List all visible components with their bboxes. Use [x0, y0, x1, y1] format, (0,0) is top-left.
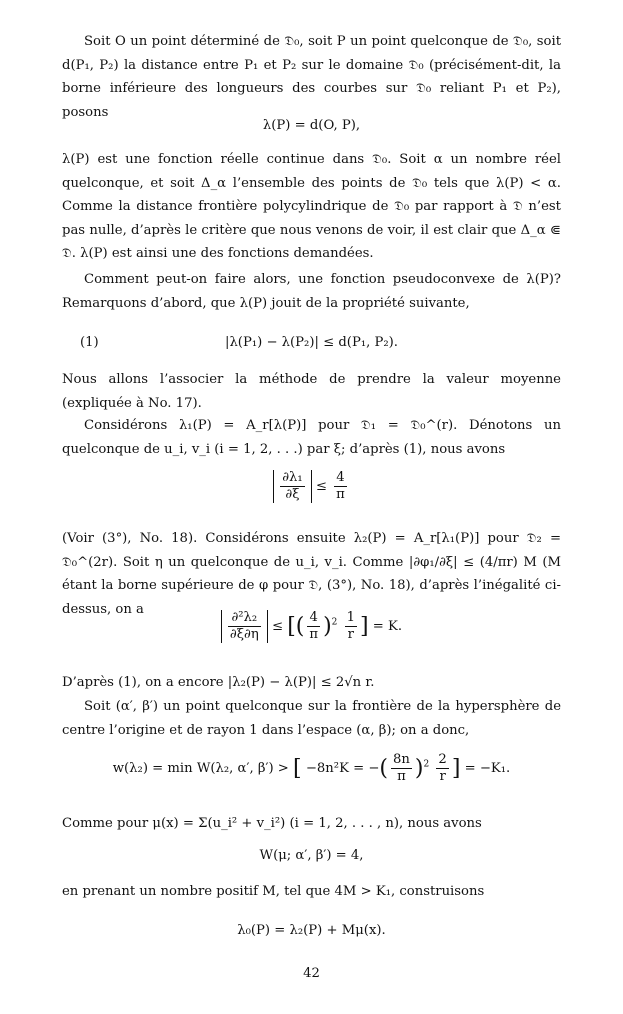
- frac-den: π: [309, 626, 319, 642]
- equation-lambda-zero: λ₀(P) = λ₂(P) + Mμ(x).: [237, 923, 386, 938]
- equation-middle: −8n²K = −: [305, 760, 380, 776]
- paragraph-9: Comme pour μ(x) = Σ(u_i² + v_i²) (i = 1, 2, . . . , n), nous avons: [62, 816, 482, 831]
- equation-lipschitz: |λ(P₁) − λ(P₂)| ≤ d(P₁, P₂).: [225, 335, 398, 350]
- relation: ≤: [315, 478, 327, 494]
- frac-den: r: [345, 626, 357, 643]
- frac-num: 8n: [393, 752, 410, 767]
- frac-num: ∂²λ₂: [231, 610, 258, 625]
- equation-number-1: (1): [80, 335, 99, 350]
- equation-w-mu: W(μ; α′, β′) = 4,: [259, 848, 364, 863]
- abs-derivative: [273, 470, 311, 503]
- frac-den: π: [391, 768, 412, 785]
- frac-num: 2: [438, 752, 447, 767]
- paragraph-8: Soit (α′, β′) un point quelconque sur la frontière de la hypersphère de centre l’origine et de rayon 1 dans l’espace (α, β); on a donc,: [62, 699, 561, 738]
- paragraph-3: Comment peut-on faire alors, une fonction pseudoconvexe de λ(P)? Remarquons d’abord, que λ(P) jouit de la propriété suivante,: [62, 272, 561, 311]
- page-number: 42: [303, 966, 320, 981]
- paragraph-2: λ(P) est une fonction réelle continue dans 𝔇₀. Soit α un nombre réel quelconque, et soit Δ_α l’ensemble des points de 𝔇₀ tels que λ(P) < α. Comme la distance frontière polycylindrique de 𝔇₀ par rapport à 𝔇 n’est pas nulle, d’après le critère que nous venons de voir, il est clair que Δ_α ⋐ 𝔇. λ(P) est ainsi une des fonctions demandées.: [62, 152, 561, 262]
- exponent: 2: [331, 617, 338, 628]
- frac-den: ∂ξ∂η: [229, 626, 259, 642]
- equation-lambda-definition: λ(P) = d(O, P),: [262, 118, 361, 133]
- paragraph-7: D’après (1), on a encore |λ₂(P) − λ(P)| ≤ 2√n r.: [62, 675, 375, 690]
- paragraph-1: Soit O un point déterminé de 𝔇₀, soit P un point quelconque de 𝔇₀, soit d(P₁, P₂) la distance entre P₁ et P₂ sur le domaine 𝔇₀ (précisément-dit, la borne inférieure des longueurs des courbes sur 𝔇₀ reliant P₁ et P₂), posons: [62, 34, 561, 120]
- equation-end: = K.: [372, 618, 403, 634]
- frac-den: r: [436, 768, 448, 785]
- frac-num: ∂λ₁: [282, 470, 303, 485]
- frac-den: π: [336, 486, 345, 502]
- frac-num: 1: [346, 610, 355, 625]
- frac-den: ∂ξ: [280, 486, 304, 503]
- paragraph-6: (Voir (3°), No. 18). Considérons ensuite λ₂(P) = A_r[λ₁(P)] pour 𝔇₂ = 𝔇₀^(2r). Soit η un quelconque de u_i, v_i. Comme |∂φ₁/∂ξ| ≤ (4/πr) M (M étant la borne supérieure de φ pour 𝔇, (3°), No. 18), d’après l’inégalité ci-dessus, on a: [62, 531, 561, 617]
- equation-second-derivative-bound: $\frac{\text{∂²λ₂}}{\partial\xi\partial\eta}$ ≤ [( $\frac{4}{\pi}$ )$^2$ $\frac{1}{r}$ ] = K.: [62, 610, 561, 643]
- equation-derivative-bound: [62, 470, 561, 503]
- frac-num: 4: [309, 610, 318, 625]
- exponent: 2: [423, 759, 430, 770]
- paragraph-10: en prenant un nombre positif M, tel que 4M > K₁, construisons: [62, 884, 485, 899]
- equation-min-w: w(λ₂) = min W(λ₂, α′, β′) > [ −8n²K = −( $\frac{8n}{\pi}$ )$^2$ $\frac{2}{r}$ ] = −K₁.: [112, 752, 511, 784]
- equation-end: = −K₁.: [464, 760, 511, 776]
- equation-left: w(λ₂) = min W(λ₂, α′, β′) >: [112, 760, 289, 776]
- paragraph-4: Nous allons l’associer la méthode de prendre la valeur moyenne (expliquée à No. 17).: [62, 372, 561, 411]
- paragraph-5: Considérons λ₁(P) = A_r[λ(P)] pour 𝔇₁ = 𝔇₀^(r). Dénotons un quelconque de u_i, v_i (i = 1, 2, . . .) par ξ; d’après (1), nous avons: [62, 418, 561, 457]
- relation: ≤: [271, 618, 283, 634]
- frac-num: 4: [336, 470, 345, 485]
